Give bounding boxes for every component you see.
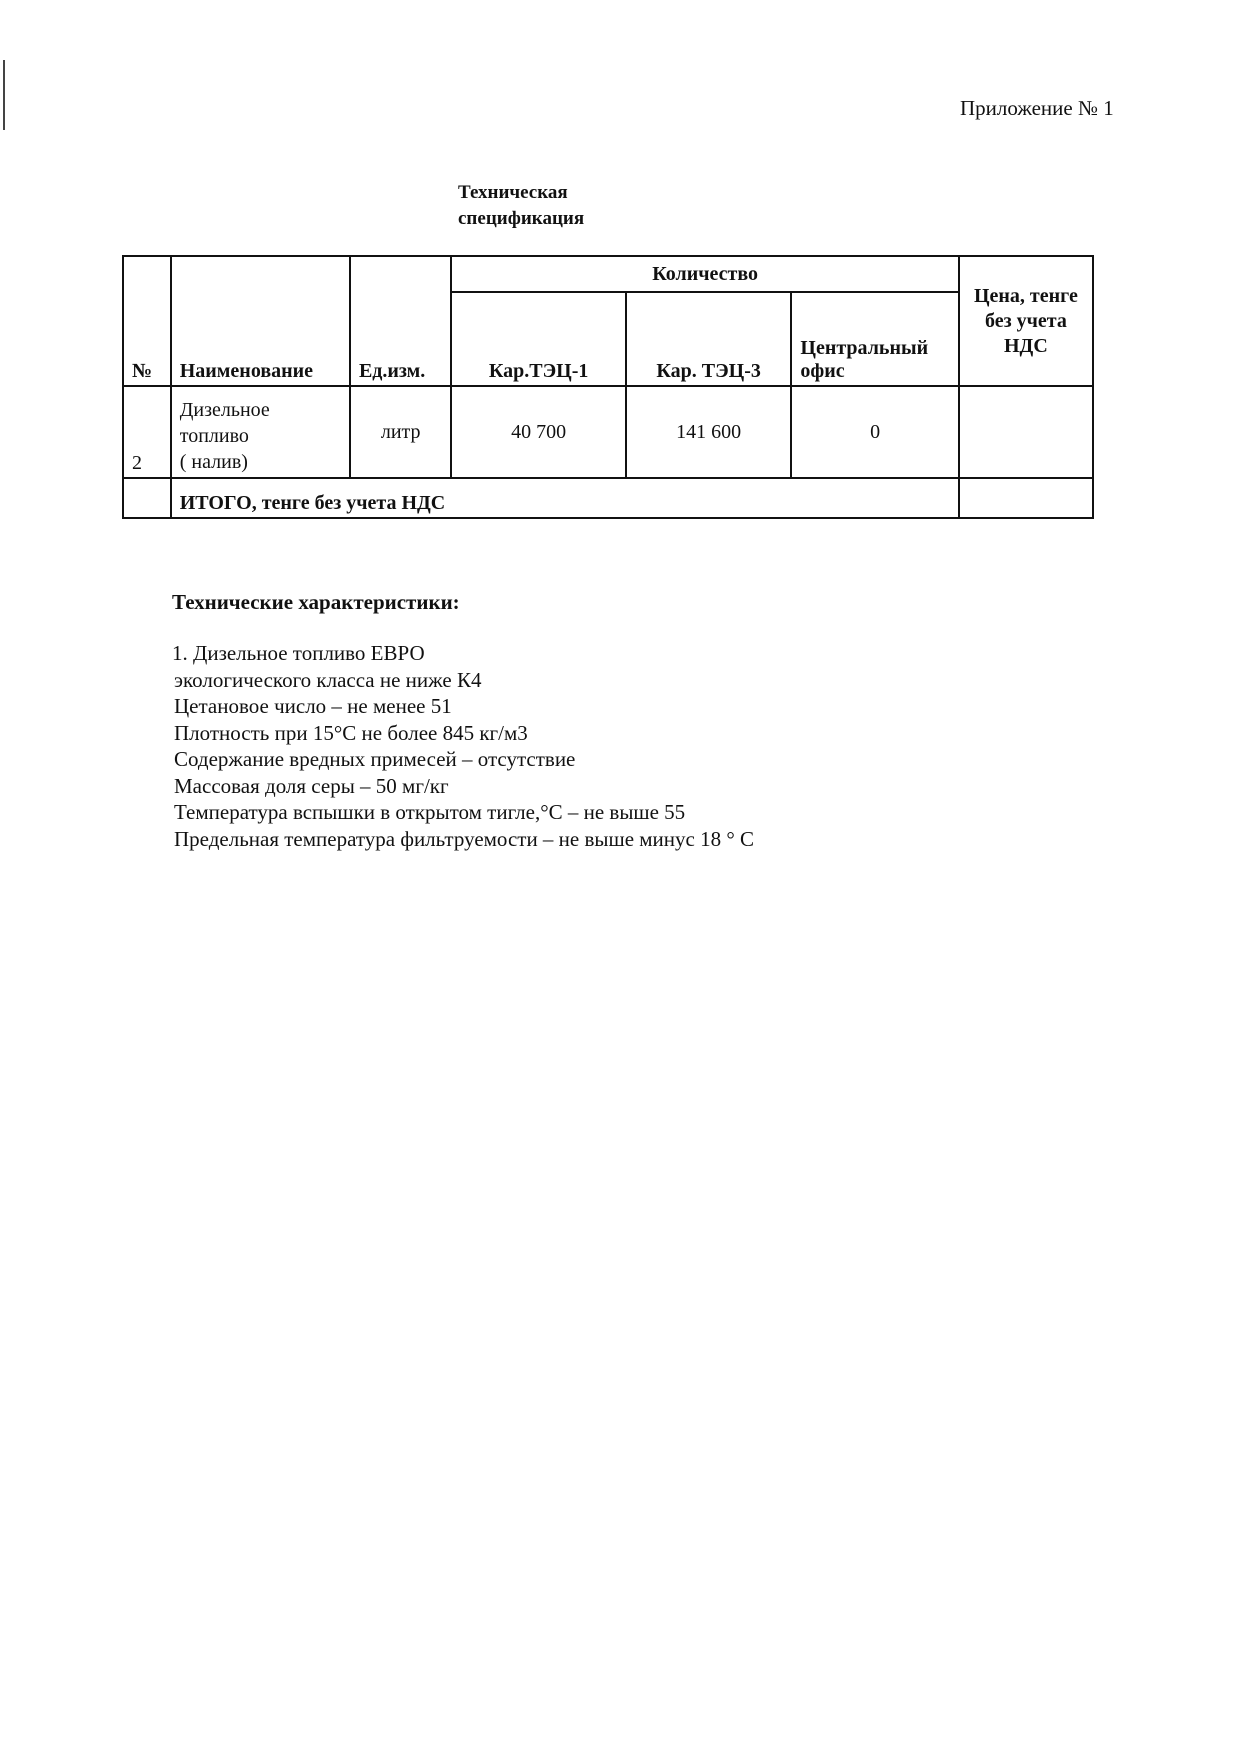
total-price-cell	[959, 478, 1093, 518]
header-office	[791, 292, 958, 386]
row-num: 2	[123, 386, 171, 478]
header-price	[959, 256, 1093, 386]
spec-line: Плотность при 15°С не более 845 кг/м3	[174, 720, 528, 745]
header-price-line: НДС	[1004, 334, 1048, 357]
header-q1: Кар.ТЭЦ-1	[451, 292, 625, 386]
specs-list	[174, 640, 754, 852]
row-name	[171, 386, 350, 478]
table-row	[123, 386, 1093, 478]
title-line-1: Техническая	[458, 182, 568, 203]
row-q3: 141 600	[626, 386, 792, 478]
row-name-line: топливо	[179, 425, 249, 447]
header-price-line: Цена, тенге	[973, 284, 1078, 307]
row-price	[959, 386, 1093, 478]
spec-line: 1. Дизельное топливо ЕВРО	[172, 641, 425, 665]
scan-edge-mark	[3, 60, 5, 130]
document-title	[458, 180, 584, 232]
header-unit: Ед.изм.	[350, 256, 452, 386]
appendix-label: Приложение № 1	[960, 96, 1114, 120]
row-name-line: ( налив)	[179, 451, 248, 473]
header-quantity: Количество	[451, 256, 958, 292]
spec-line: экологического класса не ниже К4	[174, 667, 482, 692]
header-office-line: офис	[800, 360, 845, 382]
spec-line: Массовая доля серы – 50 мг/кг	[174, 773, 449, 798]
header-name: Наименование	[171, 256, 350, 386]
header-price-line: без учета	[984, 309, 1067, 332]
total-num-cell	[123, 478, 171, 518]
row-unit: литр	[350, 386, 452, 478]
row-name-line: Дизельное	[179, 399, 270, 421]
spec-line: Цетановое число – не менее 51	[174, 694, 452, 718]
row-office: 0	[791, 386, 958, 478]
specs-title: Технические характеристики:	[172, 590, 460, 614]
specification-table	[122, 255, 1094, 519]
spec-line: Температура вспышки в открытом тигле,°С – не выше 55	[174, 800, 686, 824]
spec-line: Содержание вредных примесей – отсутствие	[174, 747, 576, 771]
header-num: №	[123, 256, 171, 386]
total-row	[123, 478, 1093, 518]
header-office-line: Центральный	[800, 337, 929, 359]
row-q1: 40 700	[451, 386, 625, 478]
title-line-2: спецификация	[458, 208, 585, 229]
header-q3: Кар. ТЭЦ-3	[626, 292, 792, 386]
total-label: ИТОГО, тенге без учета НДС	[171, 478, 959, 518]
spec-line: Предельная температура фильтруемости – не выше минус 18 ° С	[174, 826, 755, 851]
